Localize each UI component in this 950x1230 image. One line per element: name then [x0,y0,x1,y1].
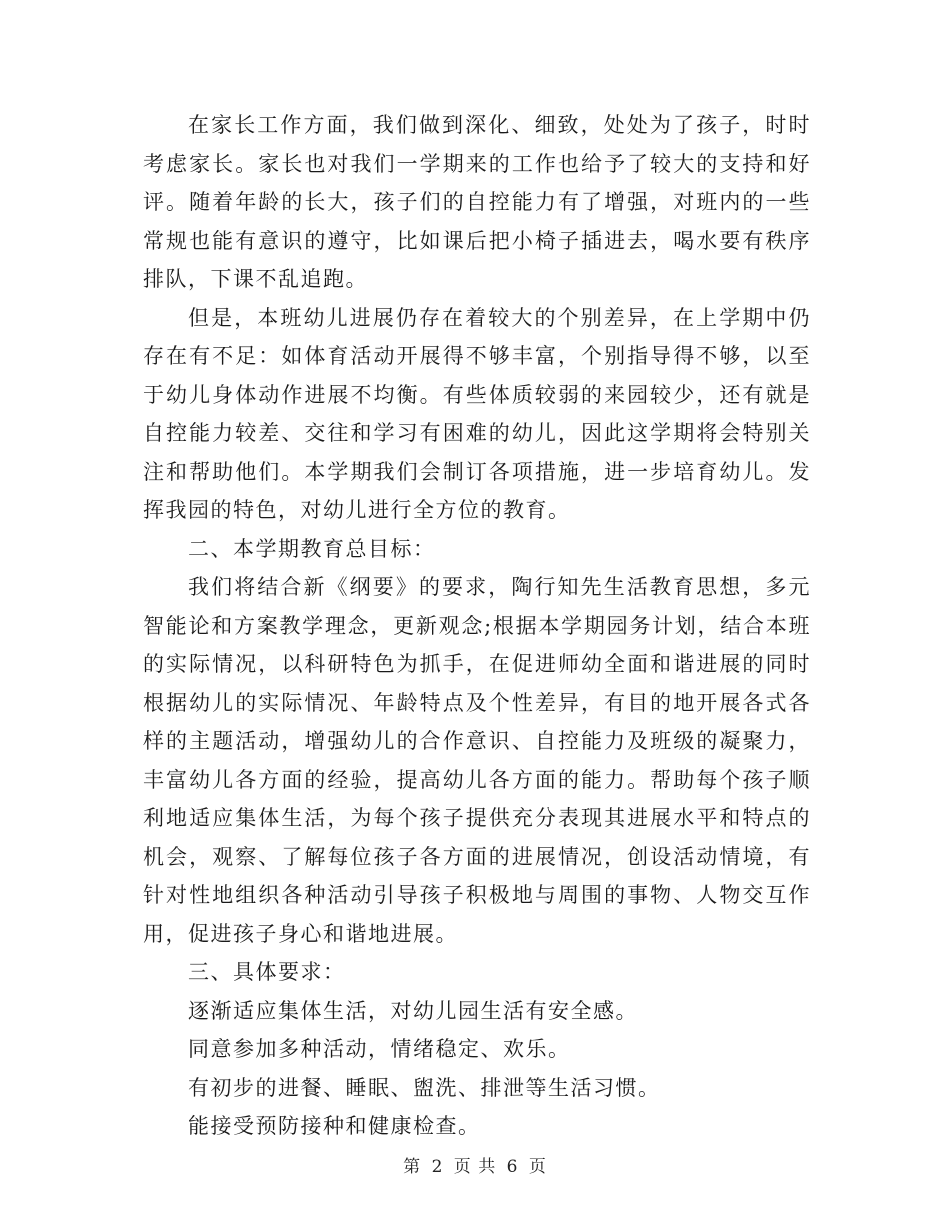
page-footer [0,1152,950,1177]
total-pages-number: 6 [506,1157,519,1177]
page-label-prefix: 第 [403,1157,422,1177]
current-page-number: 2 [431,1157,444,1177]
section-heading-requirements: 三、具体要求： [188,960,346,984]
paragraph-parent-work: 在家长工作方面，我们做到深化、细致，处处为了孩子，时时考虑家长。家长也对我们一学期来的工作也给予了较大的支持和好评。随着年龄的长大，孩子们的自控能力有了增强，对班内的一些常规也能有意识的遵守，比如课后把小椅子插进去，喝水要有秩序排队，下课不乱追跑。 [143,113,811,291]
document-body [143,106,811,1146]
page-label-suffix: 页 [528,1157,547,1177]
requirement-item: 逐渐适应集体生活，对幼儿园生活有安全感。 [188,998,638,1023]
requirement-item: 有初步的进餐、睡眠、盥洗、排泄等生活习惯。 [188,1075,661,1100]
requirement-item: 能接受预防接种和健康检查。 [188,1114,481,1138]
section-heading-goals: 二、本学期教育总目标： [188,536,436,561]
requirement-item: 同意参加多种活动，情绪稳定、欢乐。 [188,1037,571,1061]
paragraph-goals: 我们将结合新《纲要》的要求，陶行知先生活教育思想，多元智能论和方案教学理念，更新观念;根据本学期园务计划，结合本班的实际情况，以科研特色为抓手，在促进师幼全面和谐进展的同时根据幼儿的实际情况、年龄特点及个性差异，有目的地开展各式各样的主题活动，增强幼儿的合作意识、自控能力及班级的凝聚力，丰富幼儿各方面的经验，提高幼儿各方面的能力。帮助每个孩子顺利地适应集体生活，为每个孩子提供充分表现其进展水平和特点的机会，观察、了解每位孩子各方面的进展情况，创设活动情境，有针对性地组织各种活动引导孩子积极地与周围的事物、人物交互作用，促进孩子身心和谐地进展。 [143,575,811,946]
page-label-mid: 页 共 [453,1157,497,1177]
paragraph-shortcomings: 但是，本班幼儿进展仍存在着较大的个别差异，在上学期中仍存在有不足：如体育活动开展得不够丰富，个别指导得不够，以至于幼儿身体动作进展不均衡。有些体质较弱的来园较少，还有就是自控能力较差、交往和学习有困难的幼儿，因此这学期将会特别关注和帮助他们。本学期我们会制订各项措施，进一步培育幼儿。发挥我园的特色，对幼儿进行全方位的教育。 [143,305,811,522]
